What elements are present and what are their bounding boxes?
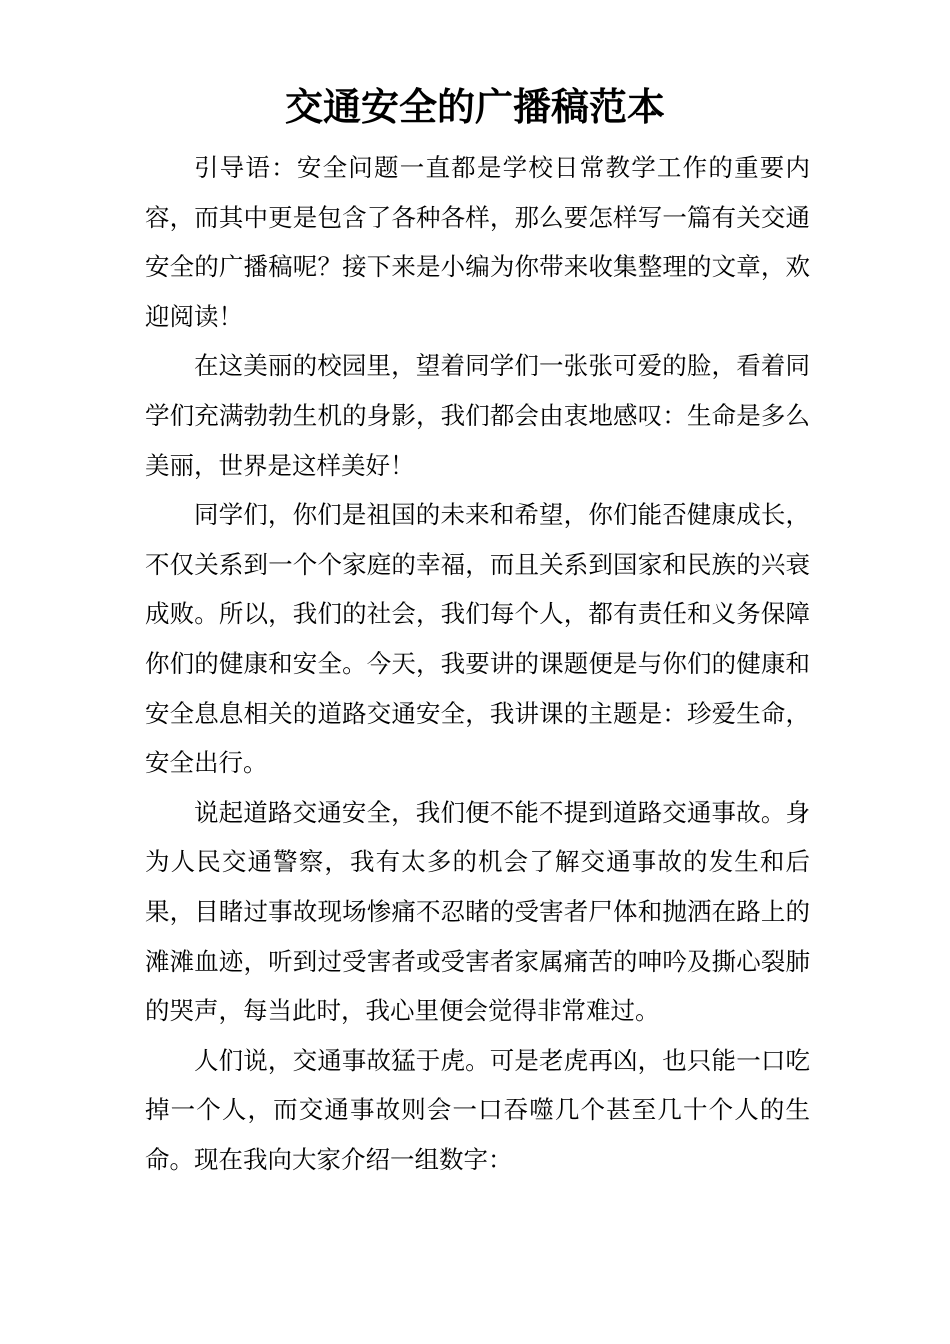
paragraph-accidents: 人们说，交通事故猛于虎。可是老虎再凶，也只能一口吃掉一个人，而交通事故则会一口吞噬几个甚至几十个人的生命。现在我向大家介绍一组数字： xyxy=(145,1045,810,1174)
document-body xyxy=(145,143,810,1184)
paragraph-road-safety: 说起道路交通安全，我们便不能不提到道路交通事故。身为人民交通警察，我有太多的机会了解交通事故的发生和后果，目睹过事故现场惨痛不忍睹的受害者尸体和抛洒在路上的滩滩血迹，听到过受害者或受害者家属痛苦的呻吟及撕心裂肺的哭声，每当此时，我心里便会觉得非常难过。 xyxy=(145,797,810,1026)
paragraph-campus: 在这美丽的校园里，望着同学们一张张可爱的脸，看着同学们充满勃勃生机的身影，我们都会由衷地感叹：生命是多么美丽，世界是这样美好！ xyxy=(145,351,810,480)
document-title: 交通安全的广播稿范本 xyxy=(284,84,665,129)
paragraph-students: 同学们，你们是祖国的未来和希望，你们能否健康成长，不仅关系到一个个家庭的幸福，而且关系到国家和民族的兴衰成败。所以，我们的社会，我们每个人，都有责任和义务保障你们的健康和安全。今天，我要讲的课题便是与你们的健康和安全息息相关的道路交通安全，我讲课的主题是：珍爱生命，安全出行。 xyxy=(145,500,810,778)
paragraph-intro: 引导语：安全问题一直都是学校日常教学工作的重要内容，而其中更是包含了各种各样，那么要怎样写一篇有关交通安全的广播稿呢？接下来是小编为你带来收集整理的文章，欢迎阅读！ xyxy=(145,153,810,331)
